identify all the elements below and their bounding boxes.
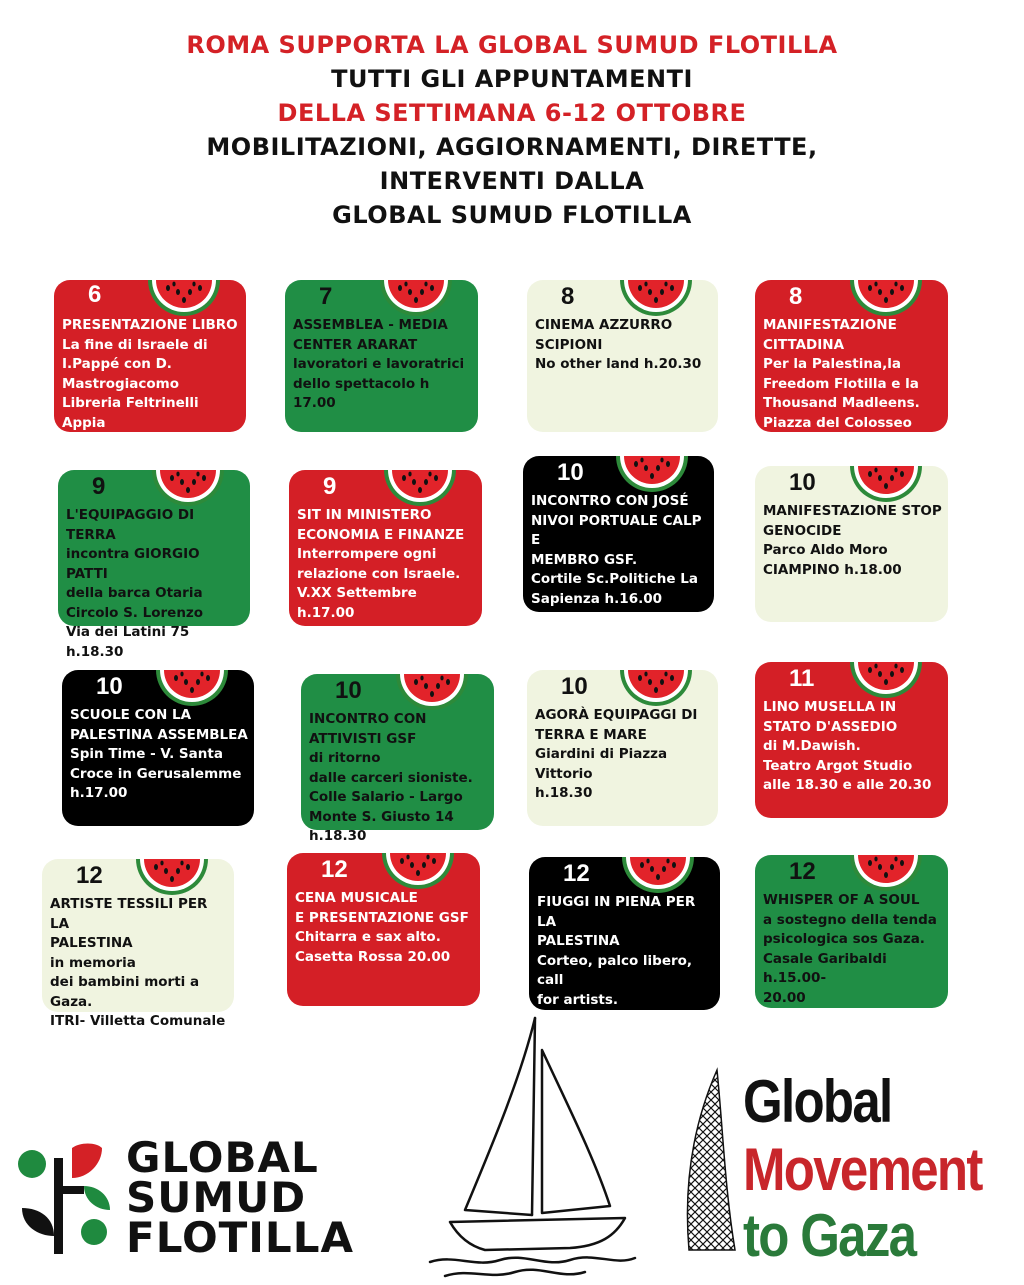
event-title: ARTISTE TESSILI PER LA PALESTINA <box>50 896 208 951</box>
gmg-logo-line-2: Movement <box>743 1136 982 1203</box>
header-line-4: MOBILITAZIONI, AGGIORNAMENTI, DIRETTE, <box>206 133 818 161</box>
event-card <box>62 670 254 826</box>
watermelon-icon <box>380 851 456 891</box>
event-card <box>42 859 234 1029</box>
watermelon-icon <box>382 468 458 508</box>
header-line-3: DELLA SETTIMANA 6-12 OTTOBRE <box>277 99 747 127</box>
event-card <box>755 855 948 1008</box>
event-day: 7 <box>319 283 333 310</box>
header-line-6: GLOBAL SUMUD FLOTILLA <box>332 201 692 229</box>
event-day: 12 <box>76 862 103 889</box>
watermelon-icon <box>618 278 694 318</box>
event-card <box>58 470 250 660</box>
event-title: INCONTRO CON ATTIVISTI GSF <box>309 711 427 747</box>
event-description <box>70 706 250 804</box>
event-day: 11 <box>789 665 815 692</box>
event-day: 10 <box>335 677 362 704</box>
watermelon-icon <box>848 464 924 504</box>
global-movement-to-gaza-logo <box>675 1060 1015 1270</box>
gmg-logo-line-1: Global <box>743 1068 892 1135</box>
event-description <box>763 698 944 796</box>
event-title: WHISPER OF A SOUL <box>763 892 920 908</box>
watermelon-icon <box>146 278 222 318</box>
event-day: 10 <box>561 673 588 700</box>
event-card <box>285 280 478 432</box>
event-details: Per la Palestina,la Freedom Flotilla e la Thousand Madleens. Piazza del Colosseo h.18.30 <box>763 356 920 450</box>
event-title: MANIFESTAZIONE CITTADINA <box>763 317 897 353</box>
event-card <box>527 670 718 826</box>
event-title: AGORÀ EQUIPAGGI DI TERRA E MARE <box>535 707 698 743</box>
watermelon-icon <box>620 855 696 895</box>
watermelon-icon <box>848 853 924 893</box>
event-day: 12 <box>321 856 348 883</box>
event-description <box>535 706 714 804</box>
event-details: Cortile Sc.Politiche La Sapienza h.16.00 <box>531 571 698 607</box>
event-title: ASSEMBLEA - MEDIA CENTER ARARAT <box>293 317 448 353</box>
event-title: SCUOLE CON LA PALESTINA ASSEMBLEA <box>70 707 248 743</box>
watermelon-icon <box>150 468 226 508</box>
event-details: Corteo, palco libero, call for artists. Piazza Spada h 16.00 Fiuggi <box>537 952 700 1047</box>
event-title: L'EQUIPAGGIO DI TERRA <box>66 507 195 543</box>
watermelon-icon <box>134 857 210 897</box>
event-title: FIUGGI IN PIENA PER LA PALESTINA <box>537 894 696 949</box>
gmg-logo-line-3: to Gaza <box>743 1202 916 1269</box>
watermelon-icon <box>154 668 230 708</box>
event-card <box>523 456 714 612</box>
event-card <box>301 674 494 844</box>
event-description <box>293 316 474 414</box>
event-details: Giardini di Piazza Vittorio h.18.30 <box>535 746 668 801</box>
event-details: Chitarra e sax alto. Casetta Rossa 20.00 <box>295 929 451 965</box>
sailboat-drawing-icon <box>420 1010 640 1280</box>
gsf-logo-line-2: SUMUD <box>126 1173 307 1222</box>
flotilla-symbol-icon <box>14 1138 114 1258</box>
global-sumud-flotilla-logo <box>14 1133 374 1262</box>
event-day: 6 <box>88 281 102 308</box>
event-details: La fine di Israele di I.Pappé con D. Mastrogiacomo Libreria Feltrinelli Appia h.18.00 <box>62 336 208 450</box>
event-title: INCONTRO CON JOSÉ NIVOI PORTUALE CALP E MEMBRO GSF. <box>531 493 702 568</box>
event-day: 10 <box>96 673 123 700</box>
event-details: No other land h.20.30 <box>535 356 702 372</box>
watermelon-icon <box>378 278 454 318</box>
event-details: Parco Aldo Moro CIAMPINO h.18.00 <box>763 542 902 578</box>
event-day: 12 <box>789 858 816 885</box>
event-description <box>66 506 246 662</box>
event-description <box>531 492 710 609</box>
event-card <box>287 853 480 1006</box>
event-day: 10 <box>557 459 584 486</box>
watermelon-icon <box>614 454 690 494</box>
watermelon-icon <box>618 668 694 708</box>
event-description <box>763 891 944 1008</box>
event-card <box>54 280 246 450</box>
event-card <box>755 662 948 818</box>
event-title: CENA MUSICALE E PRESENTAZIONE GSF <box>295 890 469 926</box>
keffiyeh-sail-icon <box>675 1060 745 1260</box>
event-description <box>62 316 242 453</box>
event-card <box>529 857 720 1047</box>
event-day: 12 <box>563 860 590 887</box>
event-details: lavoratori e lavoratrici dello spettacolo h 17.00 <box>293 356 465 411</box>
gsf-logo-line-3: FLOTILLA <box>126 1213 354 1262</box>
header-line-1: ROMA SUPPORTA LA GLOBAL SUMUD FLOTILLA <box>186 31 838 59</box>
event-title: MANIFESTAZIONE STOP GENOCIDE <box>763 503 942 539</box>
event-description <box>309 710 490 847</box>
event-title: LINO MUSELLA IN STATO D'ASSEDIO <box>763 699 898 735</box>
header <box>0 28 1024 232</box>
event-details: Interrompere ogni relazione con Israele. V.XX Settembre h.17.00 <box>297 546 461 621</box>
event-details: di M.Dawish. Teatro Argot Studio alle 18.30 e alle 20.30 <box>763 738 932 793</box>
event-card <box>289 470 482 626</box>
event-details: Spin Time - V. Santa Croce in Gerusalemme h.17.00 <box>70 746 242 801</box>
event-day: 9 <box>92 473 106 500</box>
event-details: a sostegno della tenda psicologica sos Gaza. Casale Garibaldi h.15.00- 20.00 <box>763 911 937 1006</box>
watermelon-icon <box>848 660 924 700</box>
event-description <box>763 502 944 580</box>
event-details: di ritorno dalle carceri sioniste. Colle Salario - Largo Monte S. Giusto 14 h.18.30 <box>309 750 473 844</box>
event-title: CINEMA AZZURRO SCIPIONI <box>535 317 673 353</box>
event-description <box>297 506 478 623</box>
event-card <box>755 466 948 622</box>
event-card <box>755 280 948 450</box>
event-day: 8 <box>561 283 575 310</box>
header-line-2: TUTTI GLI APPUNTAMENTI <box>331 65 693 93</box>
event-description <box>763 316 944 453</box>
event-details: incontra GIORGIO PATTI della barca Otaria Circolo S. Lorenzo Via dei Latini 75 h.18.30 <box>66 546 204 660</box>
event-day: 10 <box>789 469 816 496</box>
event-title: SIT IN MINISTERO ECONOMIA E FINANZE <box>297 507 465 543</box>
event-card <box>527 280 718 432</box>
event-day: 8 <box>789 283 803 310</box>
event-day: 9 <box>323 473 337 500</box>
event-description <box>50 895 230 1032</box>
watermelon-icon <box>394 672 470 712</box>
header-line-5: INTERVENTI DALLA <box>379 167 645 195</box>
event-title: PRESENTAZIONE LIBRO <box>62 317 238 333</box>
event-description <box>535 316 714 375</box>
event-description <box>295 889 476 967</box>
watermelon-icon <box>848 278 924 318</box>
gsf-logo-line-1: GLOBAL <box>126 1133 319 1182</box>
event-details: in memoria dei bambini morti a Gaza. ITRI- Villetta Comunale <box>50 954 226 1029</box>
